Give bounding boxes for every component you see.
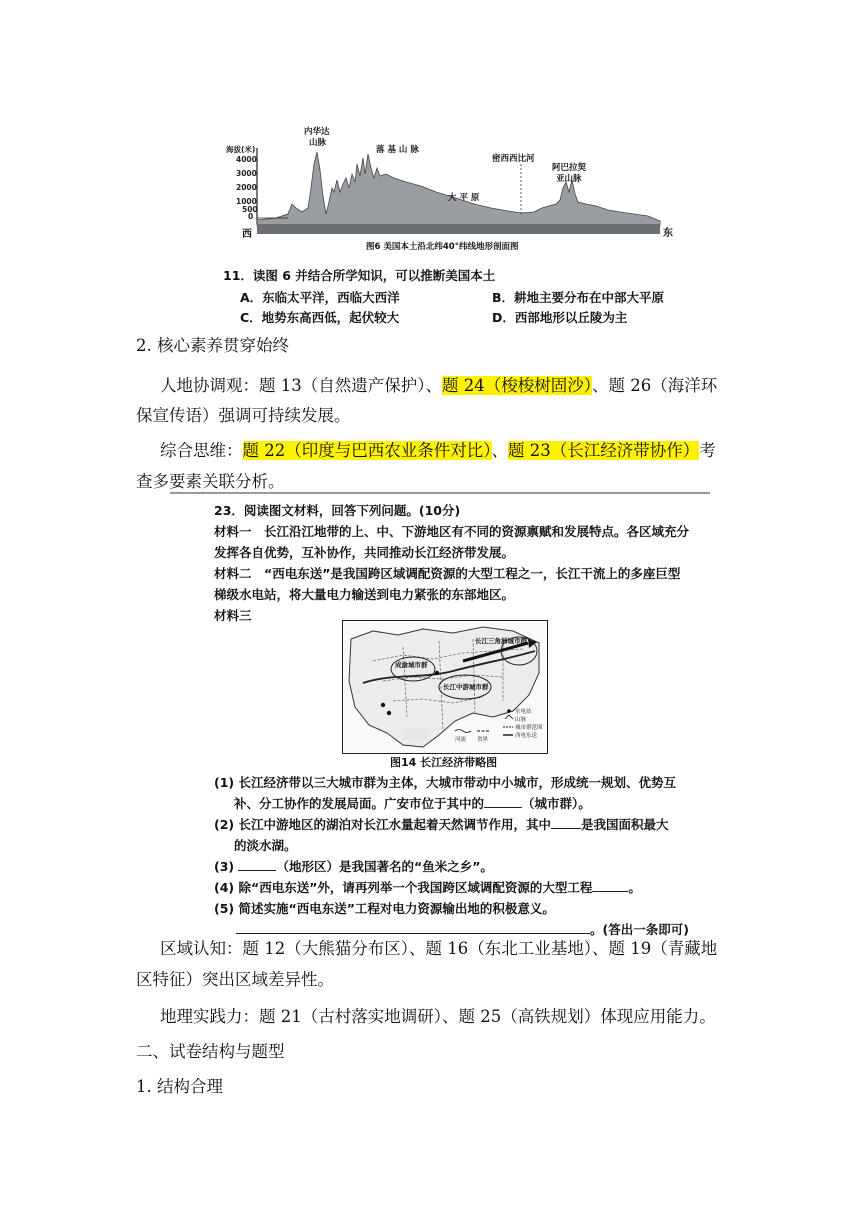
section2-heading: 2. 核心素养贯穿始终 <box>136 336 289 355</box>
legend-station: 水电站 <box>515 709 532 715</box>
paragraph-synthesis <box>160 434 716 468</box>
q23-text: 。 <box>628 880 641 895</box>
chengyu-cluster-label: 成渝城市群 <box>395 661 428 669</box>
legend-province: 省界 <box>477 737 489 743</box>
paragraph-regional: 区域认知：题 12（大熊猫分布区）、题 16（东北工业基地）、题 19（青藏地 <box>160 939 718 958</box>
q23-text: 是我国面积最大 <box>580 817 669 832</box>
terrain-profile-shape <box>257 152 660 226</box>
east-label: 东 <box>663 228 673 239</box>
q23-text: (4) 除“西电东送”外，请再列举一个我国跨区域调配资源的大型工程 <box>214 880 593 895</box>
material2-line1: 材料二 “西电东送”是我国跨区域调配资源的大型工程之一，长江干流上的多座巨型 <box>214 566 681 581</box>
y-tick: 2000 <box>236 183 257 192</box>
section-heading-structure: 二、试卷结构与题型 <box>136 1042 285 1061</box>
legend-cluster: 城市群范围 <box>515 725 543 731</box>
q23-part4 <box>214 877 641 898</box>
y-tick: 4000 <box>236 155 257 164</box>
y-tick: 500 <box>242 205 258 214</box>
q23-text: (2) 长江中游地区的湖泊对长江水量起着天然调节作用，其中 <box>214 817 551 832</box>
figure6-caption: 图6 美国本土沿北纬40°纬线地形剖面图 <box>366 242 519 252</box>
material3-label: 材料三 <box>214 608 252 623</box>
material1-line1: 材料一 长江沿江地带的上、中、下游地区有不同的资源禀赋和发展特点。各区域充分 <box>214 524 690 539</box>
q23-text: （城市群）。 <box>522 796 591 811</box>
question11-stem: 11．读图 6 并结合所学知识，可以推断美国本土 <box>223 268 496 283</box>
highlight-q23: 题 23（长江经济带协作） <box>508 441 700 460</box>
y-tick: 0 <box>248 212 254 221</box>
y-tick: 3000 <box>236 169 257 178</box>
y-tick: 1000 <box>236 197 257 206</box>
paragraph-text: 、 <box>491 441 508 460</box>
nevada-label: 山脉 <box>309 138 327 148</box>
legend-river: 河流 <box>455 737 467 743</box>
paragraph-text: 人地协调观：题 13（自然遗产保护）、 <box>160 376 442 395</box>
q23-part2-line2: 的淡水湖。 <box>234 838 297 853</box>
hydro-station-dot <box>435 671 439 675</box>
q23-text: （地形区）是我国著名的“鱼米之乡”。 <box>276 859 493 874</box>
hydro-station-dot <box>381 703 385 707</box>
answer-blank <box>551 816 581 829</box>
q23-text: 。(答出一条即可) <box>590 922 689 937</box>
answer-blank <box>484 795 522 808</box>
highlight-q22: 题 22（印度与巴西农业条件对比） <box>242 441 492 460</box>
nevada-label: 内华达 <box>304 127 330 137</box>
terrain-profile-figure <box>216 118 673 260</box>
q23-part5: (5) 简述实施“西电东送”工程对电力资源输出地的积极意义。 <box>214 901 555 916</box>
question11-option-c: C．地势东高西低，起伏较大 <box>240 310 400 325</box>
q23-part1-line1: (1) 长江经济带以三大城市群为主体，大城市带动中小城市，形成统一规划、优势互 <box>214 775 676 790</box>
highlight-q24: 题 24（梭梭树固沙） <box>442 376 592 395</box>
question23-scan <box>170 492 710 922</box>
paragraph-human-land-cont: 保宣传语）强调可持续发展。 <box>136 406 351 425</box>
profile-base <box>257 224 660 234</box>
hydro-station-dot <box>387 711 391 715</box>
material1-line2: 发挥各自优势，互补协作，共同推动长江经济带发展。 <box>214 545 515 560</box>
map-shading <box>405 729 427 739</box>
paragraph-text: 考 <box>699 441 716 460</box>
answer-blank <box>592 879 628 892</box>
paragraph-regional-cont: 区特征）突出区域差异性。 <box>136 970 334 989</box>
paragraph-human-land <box>160 369 717 403</box>
q23-text: (3) <box>214 859 235 874</box>
paragraph-text: 、题 26（海洋环 <box>592 376 718 395</box>
q23-text: 补、分工协作的发展局面。广安市位于其中的 <box>234 796 485 811</box>
mississippi-label: 密西西比河 <box>492 154 535 164</box>
midstream-cluster-label: 长江中游城市群 <box>443 683 489 691</box>
paragraph-synthesis-cont: 查多要素关联分析。 <box>136 472 285 491</box>
q23-part1-line2 <box>234 793 591 814</box>
question23-stem: 23．阅读图文材料，回答下列问题。(10分) <box>214 503 461 518</box>
appalachian-label: 亚山脉 <box>556 174 582 184</box>
delta-cluster-label: 长江三角洲城市群 <box>475 637 527 645</box>
question11-option-a: A．东临太平洋，西临大西洋 <box>240 290 400 305</box>
cutoff-line <box>170 492 710 494</box>
legend-transmit: 西电东送 <box>515 733 538 739</box>
y-unit-label: 海拔(米) <box>226 145 256 154</box>
paragraph-practice: 地理实践力：题 21（古村落实地调研）、题 25（高铁规划）体现应用能力。 <box>160 1007 716 1026</box>
question11-option-d: D．西部地形以丘陵为主 <box>492 310 628 325</box>
yangtze-map-svg <box>343 621 547 753</box>
paragraph-text: 综合思维： <box>160 441 243 460</box>
question11-option-b: B．耕地主要分布在中部大平原 <box>492 290 665 305</box>
terrain-profile-svg <box>216 118 673 260</box>
answer-blank <box>238 858 276 871</box>
west-label: 西 <box>242 229 252 240</box>
appalachian-label: 阿巴拉契 <box>552 163 587 173</box>
q23-part3 <box>214 856 493 877</box>
figure14-caption: 图14 长江经济带略图 <box>390 756 498 769</box>
rocky-label: 落 基 山 脉 <box>376 145 419 155</box>
subheading-structure: 1. 结构合理 <box>136 1077 223 1096</box>
q23-part2-line1 <box>214 814 669 835</box>
material2-line2: 梯级水电站，将大量电力输送到电力紧张的东部地区。 <box>214 587 515 602</box>
great-plains-label: 大 平 原 <box>448 193 480 203</box>
yangtze-map <box>342 620 548 754</box>
legend-mountain: 山脉 <box>515 717 527 723</box>
